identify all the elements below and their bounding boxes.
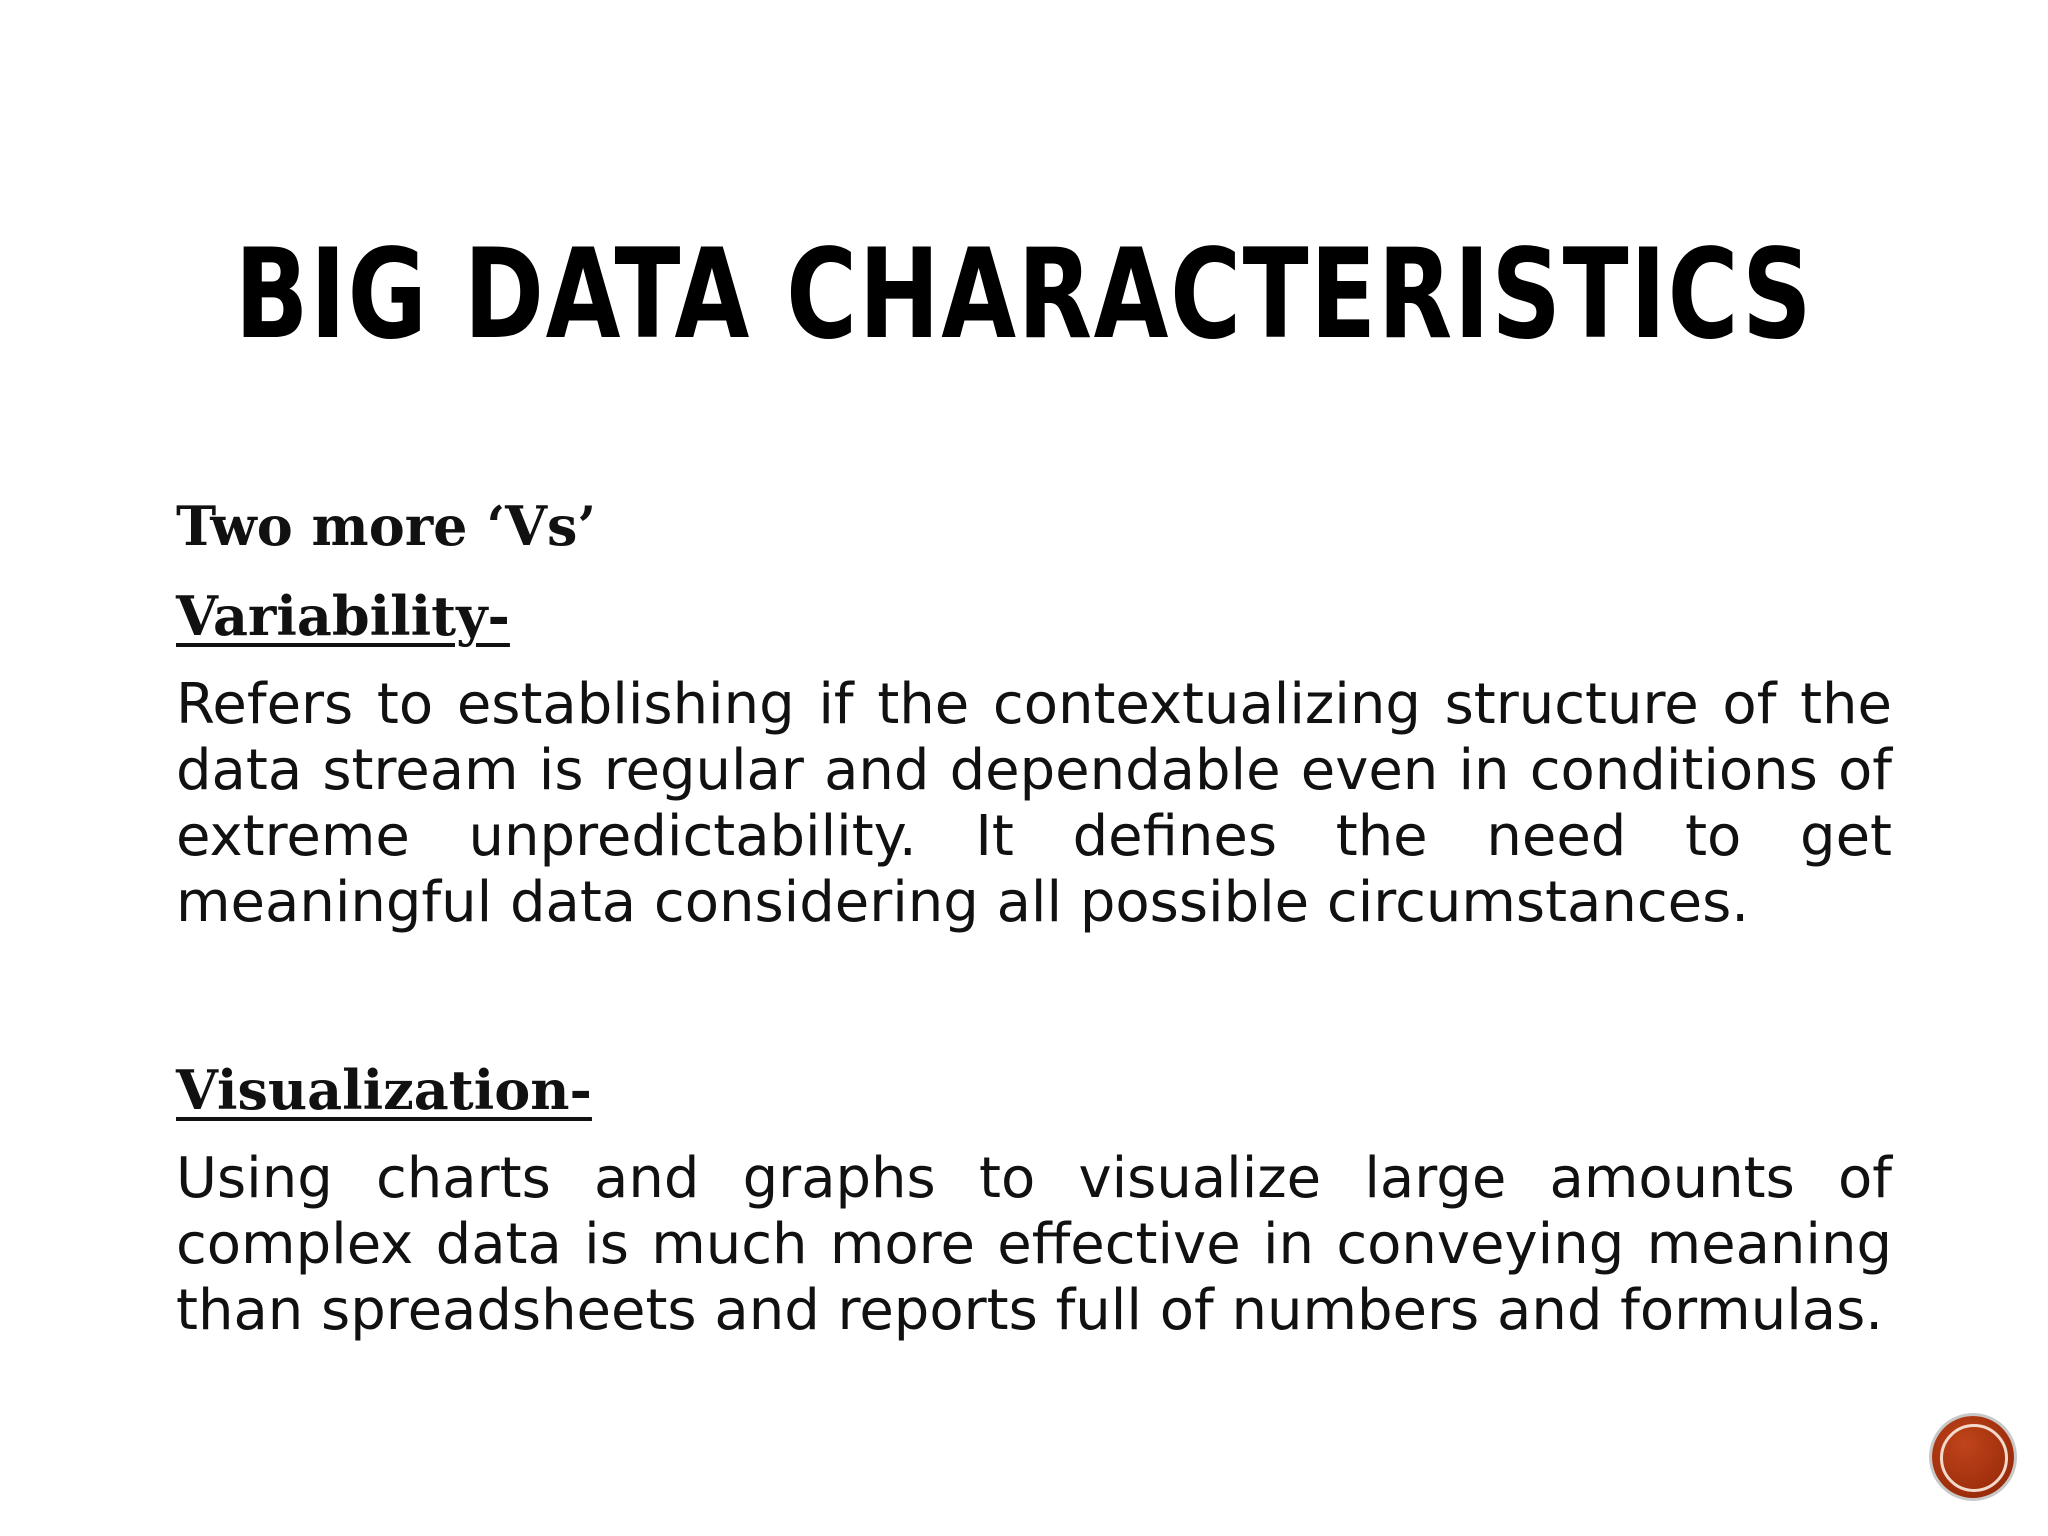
slide-content (176, 490, 1892, 1344)
section-visualization (176, 1054, 1892, 1344)
section-heading-visualization: Visualization- (176, 1058, 592, 1122)
slide-corner-badge-icon (1932, 1416, 2014, 1498)
intro-line: Two more ‘Vs’ (176, 494, 597, 558)
slide-title: BIG DATA CHARACTERISTICS (234, 223, 1814, 367)
section-text-visualization: Using charts and graphs to visualize large amounts of complex data is much more effective in conveying meaning than spreadsheets and reports full of numbers and formulas. (176, 1146, 1892, 1343)
section-variability (176, 580, 1892, 936)
badge-ring (1940, 1424, 2008, 1492)
section-spacer (176, 936, 1892, 1054)
section-text-variability: Refers to establishing if the contextualizing structure of the data stream is regular and dependable even in conditions of extreme unpredictability. It defines the need to get meaningful data considering all possible circumstances. (176, 672, 1892, 935)
section-heading-variability: Variability- (176, 584, 510, 648)
